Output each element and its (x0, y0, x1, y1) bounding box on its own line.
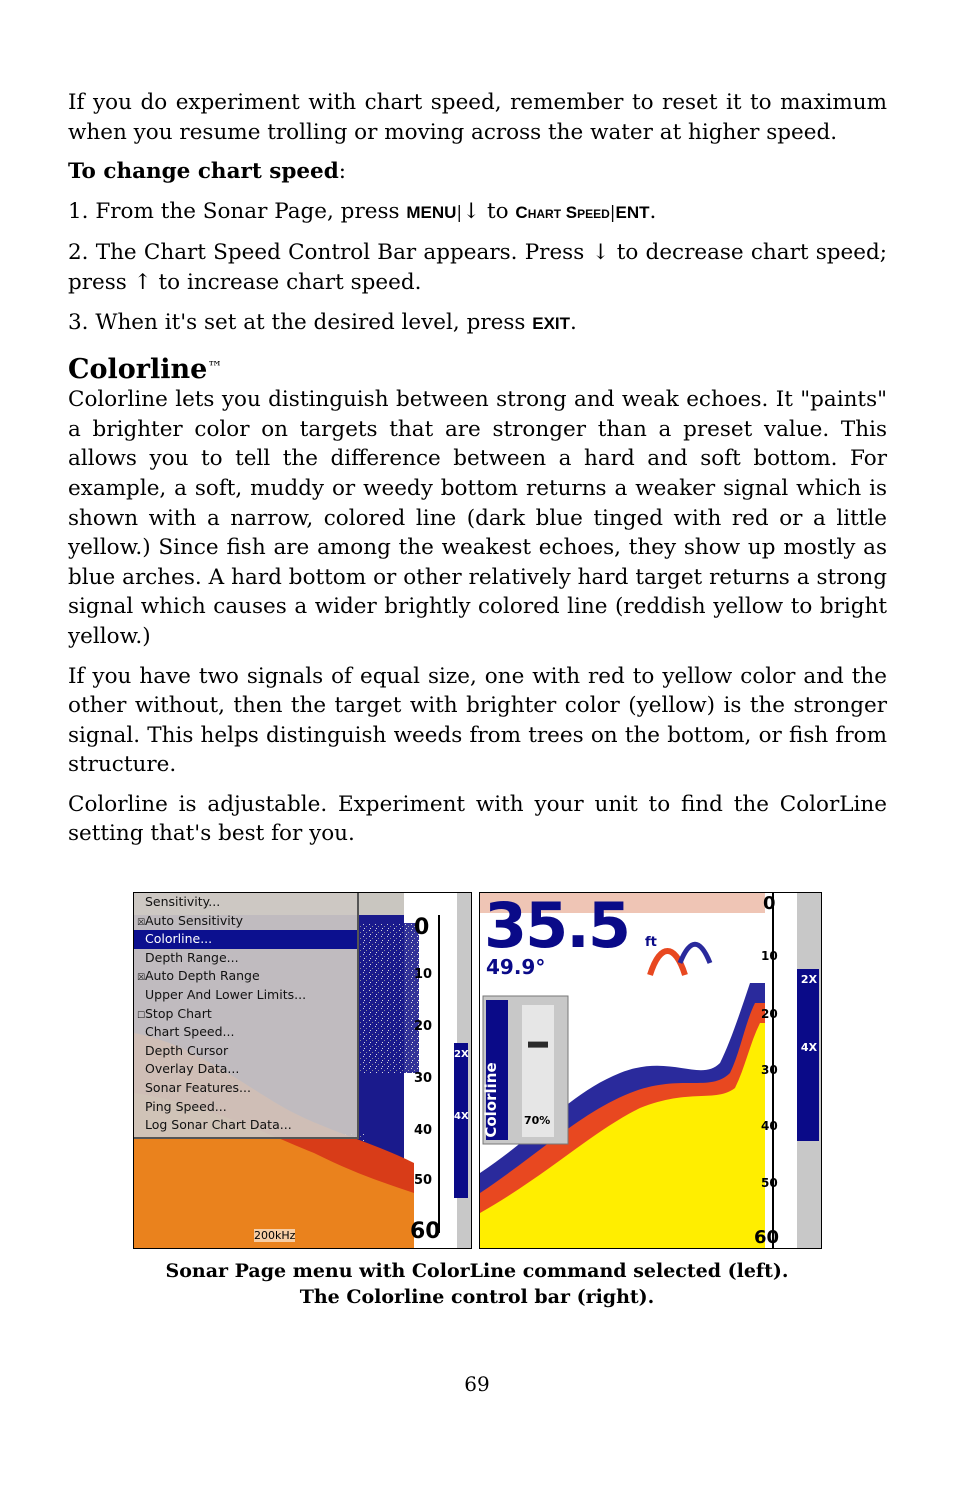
ent-key: ENT (615, 202, 650, 222)
colorline-paragraph-1: Colorline lets you distinguish between strong and weak echoes. It "paints" a brighter color on targets that are stronger than a preset value. This allows you to tell the difference between a hard and soft bottom. For example, a soft, muddy or weedy bottom returns a weaker signal which is shown with a narrow, colored line (dark blue tinged with red or a little yellow.) Since fish are among the weakest echoes, they show up mostly as blue arches. A hard bottom or other relatively hard target returns a strong signal which causes a wider brightly colored line (reddish yellow to bright yellow.) (68, 387, 887, 649)
right-depth-40: 40 (761, 1119, 778, 1133)
menu-item[interactable] (134, 1098, 357, 1117)
down-arrow-icon: ↓ (591, 240, 610, 266)
menu-item-label: Auto Depth Range (145, 968, 260, 984)
step2-prefix: 2. The Chart Speed Control Bar appears. Press (68, 240, 592, 266)
right-depth-60: 60 (754, 1227, 780, 1248)
unchecked-box-icon: ☐ (137, 1010, 146, 1021)
menu-item[interactable] (134, 930, 357, 949)
procedure-heading: To change chart speed (68, 159, 339, 185)
menu-item-label: Log Sonar Chart Data... (145, 1117, 292, 1133)
temperature-readout: 49.9° (486, 955, 546, 979)
page-body (68, 88, 887, 849)
menu-item-label: Sensitivity... (145, 894, 221, 909)
left-zoom-2x: 2X (454, 1049, 469, 1060)
step2-end: to increase chart speed. (151, 269, 422, 295)
left-depth-60: 60 (410, 1219, 441, 1244)
menu-item[interactable] (134, 1079, 357, 1098)
colorline-value: 70% (524, 1114, 551, 1127)
sep-2: | (609, 202, 616, 223)
step2-mid: to decrease chart speed; press (68, 240, 887, 295)
step3-end: . (570, 309, 577, 335)
sonar-page-menu[interactable] (134, 893, 359, 1139)
menu-item-label: Colorline... (145, 931, 213, 947)
menu-item-label: Auto Sensitivity (145, 912, 244, 928)
right-depth-30: 30 (761, 1063, 778, 1077)
menu-item-label: Depth Cursor (145, 1042, 229, 1058)
menu-item[interactable] (134, 1116, 357, 1135)
menu-item[interactable] (134, 912, 357, 931)
left-depth-50: 50 (414, 1173, 433, 1188)
menu-item[interactable] (134, 1005, 357, 1024)
right-zoom-2x: 2X (800, 973, 818, 986)
menu-item-label: Sonar Features... (145, 1079, 251, 1095)
right-depth-50: 50 (761, 1176, 778, 1190)
colorline-bar-label: Colorline (482, 1062, 500, 1138)
colorline-control-screenshot (479, 892, 822, 1249)
right-depth-20: 20 (761, 1007, 778, 1021)
left-depth-0: 0 (414, 915, 430, 940)
checked-box-icon: ☒ (137, 917, 146, 928)
up-arrow-icon: ↑ (133, 269, 152, 295)
sep-1: | (456, 202, 463, 223)
depth-readout: 35.5 (484, 892, 629, 962)
step-3 (68, 308, 887, 339)
chart-speed-key: Chart Speed (515, 202, 610, 222)
figure-caption-line-2: The Colorline control bar (right). (299, 1286, 655, 1308)
menu-item-label: Ping Speed... (145, 1098, 227, 1114)
section-title (68, 352, 887, 385)
menu-item[interactable] (134, 949, 357, 968)
step1-to: to (480, 198, 516, 224)
left-depth-30: 30 (414, 1071, 433, 1086)
menu-item-label: Chart Speed... (145, 1024, 235, 1040)
menu-item-label: Stop Chart (145, 1005, 212, 1021)
section-title-text: Colorline (68, 354, 208, 386)
menu-item-label: Upper And Lower Limits... (145, 986, 307, 1002)
frequency-label: 200kHz (254, 1229, 296, 1242)
right-depth-0: 0 (763, 893, 776, 914)
left-depth-10: 10 (414, 967, 433, 982)
procedure-heading-line: To change chart speed: (68, 159, 347, 185)
sonar-menu-screenshot (133, 892, 472, 1249)
menu-item-label: Depth Range... (145, 949, 239, 965)
menu-item[interactable] (134, 1042, 357, 1061)
step3-prefix: 3. When it's set at the desired level, press (68, 309, 533, 335)
left-zoom-4x: 4X (454, 1111, 469, 1122)
menu-item-label: Overlay Data... (145, 1061, 240, 1077)
depth-unit: ft (645, 935, 657, 950)
colorline-paragraph-3: Colorline is adjustable. Experiment with your unit to find the ColorLine setting that's best for you. (68, 791, 887, 847)
down-arrow-icon: ↓ (462, 198, 481, 224)
exit-key: EXIT (532, 313, 571, 333)
menu-item[interactable] (134, 1023, 357, 1042)
step1-prefix: 1. From the Sonar Page, press (68, 198, 407, 224)
figure-pair (133, 892, 822, 1249)
right-depth-10: 10 (761, 949, 778, 963)
step-2 (68, 238, 887, 297)
step-1 (68, 197, 887, 229)
left-depth-20: 20 (414, 1019, 433, 1034)
right-zoom-4x: 4X (800, 1041, 818, 1054)
checked-box-icon: ☒ (137, 973, 146, 984)
figure-caption-line-1: Sonar Page menu with ColorLine command selected (left). (165, 1260, 789, 1282)
menu-item[interactable] (134, 967, 357, 986)
menu-key: MENU (406, 202, 457, 222)
menu-item[interactable] (134, 1060, 357, 1079)
intro-paragraph: If you do experiment with chart speed, remember to reset it to maximum when you resume trolling or moving across the water at higher speed. (68, 90, 887, 145)
page-number: 69 (464, 1372, 490, 1396)
left-depth-40: 40 (414, 1123, 433, 1138)
menu-item[interactable] (134, 986, 357, 1005)
trademark: ™ (207, 358, 223, 377)
menu-item[interactable] (134, 893, 357, 912)
step1-end: . (649, 198, 657, 224)
colorline-paragraph-2: If you have two signals of equal size, one with red to yellow color and the other without, then the target with brighter color (yellow) is the stronger signal. This helps distinguish weeds from trees on the bottom, or fish from structure. (68, 663, 887, 778)
